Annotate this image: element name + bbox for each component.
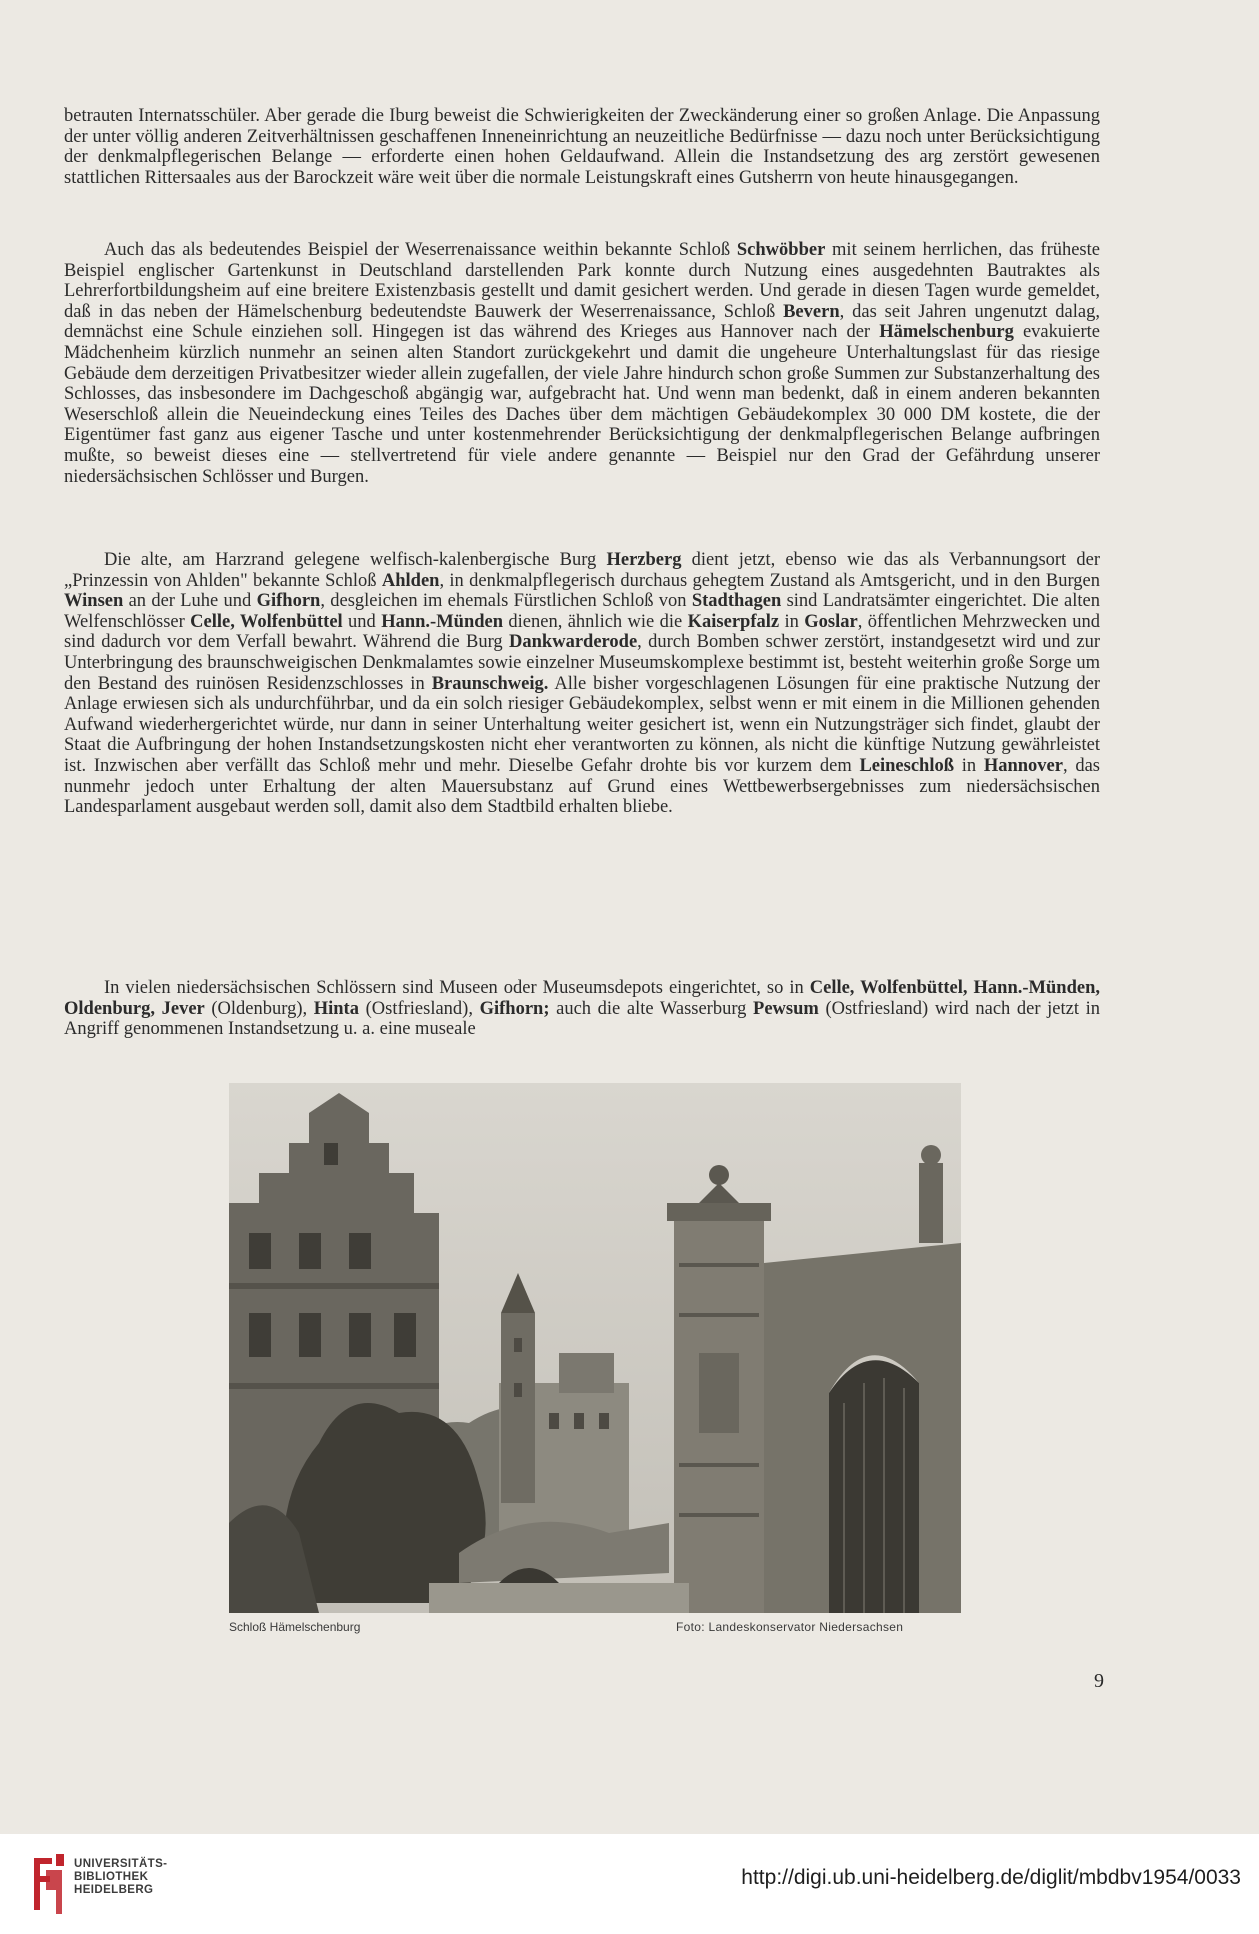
library-name-line-3: HEIDELBERG [74, 1884, 154, 1896]
para3-seg22: Alle bisher vorgeschlagenen Lösungen für eine praktische Nutzung der Anlage erwiesen sich als undurchführbar, und da ein solch riesiger Gebäudekomplex, selbst wenn er mit einem in die Millionen gehenden Aufwand wiederhergerichtet würde, nur dann in seiner Unterhaltung weiter gesichert ist, wenn ein Nutzungsträger sich findet, glaubt der Staat die Aufbringung der hohen Instandsetzungskosten nicht eher verantworten zu können, als nicht die künftige Nutzung gewährleistet ist. Inzwischen aber verfällt das Schloß mehr und mehr. Dieselbe Gefahr drohte bis vor kurzem dem [64, 673, 1101, 776]
para3-seg20: , durch Bomben schwer zerstört, instandgesetzt wird und zur Unterbringung des braunschweigischen Denkmalamtes sowie einzelner Museumskomplexe bestimmt ist, besteht weiterhin große Sorge um den Bestand des ruinösen Residenzschlosses in [64, 632, 1100, 694]
para3-seg10: sind Landratsämter eingerichtet. Die alten Welfenschlösser [64, 591, 1100, 632]
paragraph-3-text [64, 550, 1100, 818]
para3-seg7: Gifhorn [256, 591, 321, 612]
para4-seg7: Pewsum [753, 998, 819, 1019]
para2-seg3: Bevern [783, 301, 840, 322]
paragraph-4-text [64, 978, 1100, 1040]
para2-seg0: Auch das als bedeutendes Beispiel der Weserrenaissance weithin bekannte Schloß [104, 240, 737, 260]
para2-seg1: Schwöbber [736, 240, 826, 260]
para3-seg1: Herzberg [606, 550, 682, 570]
castle-photo-illustration [229, 1083, 961, 1613]
para3-seg6: an der Luhe und [123, 591, 257, 612]
para3-seg5: Winsen [64, 591, 124, 612]
viewer-footer [0, 1834, 1259, 1934]
para3-seg13: Hann.-Münden [381, 611, 504, 632]
university-library-logo-icon [28, 1850, 66, 1918]
para3-seg23: Leineschloß [859, 755, 955, 776]
para2-seg4: , das seit Jahren ungenutzt dalag, demnächst eine Schule einziehen soll. Hingegen ist das während des Krieges aus Hannover nach der [64, 301, 1100, 343]
para3-seg15: Kaiserpfalz [687, 611, 780, 632]
para3-seg11: Celle, Wolfenbüttel [190, 611, 343, 632]
para3-seg17: Goslar [804, 611, 858, 632]
para4-seg4: (Ostfriesland), [358, 998, 480, 1019]
para3-seg0: Die alte, am Harzrand gelegene welfisch-kalenbergische Burg [104, 550, 607, 570]
para3-seg14: dienen, ähnlich wie die [503, 611, 688, 632]
para4-seg6: auch die alte Wasserburg [549, 998, 754, 1019]
para3-seg4: , in denkmalpflegerisch durchaus gehegtem Zustand als Amtsgericht, und in den Burgen [439, 570, 1100, 591]
para1-seg0: betrauten Internatsschüler. Aber gerade die Iburg beweist die Schwierigkeiten der Zweckänderung einer so großen Anlage. Die Anpassung der unter völlig anderen Zeitverhältnissen geschaffenen Inneneinrichtung an neuzeitliche Bedürfnisse — dazu noch unter Berücksichtigung der denkmalpflegerischen Belange — erforderte einen hohen Geldaufwand. Allein die Instandsetzung des arg zerstört gewesenen stattlichen Rittersaales aus der Barockzeit wäre weit über die normale Leistungskraft eines Gutsherrn von heute hinausgegangen. [64, 106, 1100, 188]
para3-seg25: Hannover [983, 755, 1063, 776]
para3-seg9: Stadthagen [691, 591, 782, 612]
castle-photograph [229, 1083, 961, 1613]
para4-seg3: Hinta [313, 998, 359, 1019]
para3-seg26: , das nunmehr jedoch unter Erhaltung der alten Mauersubstanz auf Grund eines Wettbewerbsergebnisses zum niedersächsischen Landesparlament ausgebaut werden soll, damit also dem Stadtbild erhalten bliebe. [64, 755, 1100, 818]
figure-caption: Schloß Hämelschenburg [229, 1620, 361, 1634]
para4-seg8: (Ostfriesland) wird nach der jetzt in Angriff genommenen Instandsetzung u. a. eine museale [64, 998, 1101, 1040]
para2-seg6: evakuierte Mädchenheim kürzlich nunmehr an seinen alten Standort zurückgekehrt und damit die ungeheure Unterhaltungslast für das riesige Gebäude dem derzeitigen Privatbesitzer wieder allein zugefallen, der viele Jahre hindurch schon große Summen zur Substanzerhaltung des Schlosses, das insbesondere im Dachgeschoß abgängig war, aufgebracht hat. Und wenn man bedenkt, daß in einem anderen bekannten Weserschloß allein die Neueindeckung eines Teiles des Daches über dem mächtigen Gebäudekomplex 30 000 DM kostete, die der Eigentümer fast ganz aus eigener Tasche und unter kostenmehrender Berücksichtigung der denkmalpflegerischen Belange aufbringen mußte, so beweist dieses eine — stellvertretend für viele andere genannte — Beispiel nur den Grad der Gefährdung unserer niedersächsischen Schlösser und Burgen. [64, 322, 1100, 487]
para4-seg0: In vielen niedersächsischen Schlössern sind Museen oder Museumsdepots eingerichtet, so in [104, 978, 810, 998]
paragraph-1 [64, 106, 1100, 188]
para3-seg19: Dankwarderode [509, 632, 638, 653]
page-number: 9 [1094, 1670, 1104, 1692]
library-name [74, 1858, 167, 1897]
library-name-line-1: UNIVERSITÄTS- [74, 1858, 168, 1870]
para2-seg5: Hämelschenburg [879, 322, 1014, 343]
para4-seg5: Gifhorn; [479, 998, 550, 1019]
library-name-line-2: BIBLIOTHEK [74, 1871, 149, 1883]
para3-seg3: Ahlden [381, 570, 440, 591]
figure-credit: Foto: Landeskonservator Niedersachsen [676, 1620, 904, 1634]
paragraph-2 [64, 240, 1100, 487]
para4-seg2: (Oldenburg), [204, 998, 314, 1019]
para3-seg24: in [954, 755, 984, 776]
para4-seg1: Celle, Wolfenbüttel, Hann.-Münden, Oldenburg, Jever [64, 978, 1100, 1019]
para3-seg16: in [779, 611, 805, 632]
para2-seg2: mit seinem herrlichen, das früheste Beispiel englischer Gartenkunst in Deutschland darstellenden Park konnte durch Nutzung eines ausgedehnten Bautraktes als Lehrerfortbildungsheim auf eine breitere Existenzbasis gestellt und damit gesichert werden. Und gerade in diesen Tagen wurde gemeldet, daß in das neben der Hämelschenburg bedeutendste Bauwerk der Weserrenaissance, Schloß [64, 240, 1100, 322]
para3-seg2: dient jetzt, ebenso wie das als Verbannungsort der „Prinzessin von Ahlden" bekannte Schloß [64, 550, 1100, 591]
para3-seg21: Braunschweig. [431, 673, 549, 694]
paragraph-2-text [64, 240, 1100, 487]
para3-seg12: und [342, 611, 382, 632]
paragraph-1-text [64, 106, 1100, 188]
para3-seg8: , desgleichen im ehemals Fürstlichen Schloß von [320, 591, 692, 612]
para3-seg18: , öffentlichen Mehrzwecken und sind dadurch vor dem Verfall bewahrt. Während die Burg [64, 611, 1101, 653]
paragraph-3 [64, 550, 1100, 818]
paragraph-4 [64, 978, 1100, 1040]
document-url-link[interactable]: http://digi.ub.uni-heidelberg.de/diglit/mbdbv1954/0033 [741, 1866, 1241, 1889]
